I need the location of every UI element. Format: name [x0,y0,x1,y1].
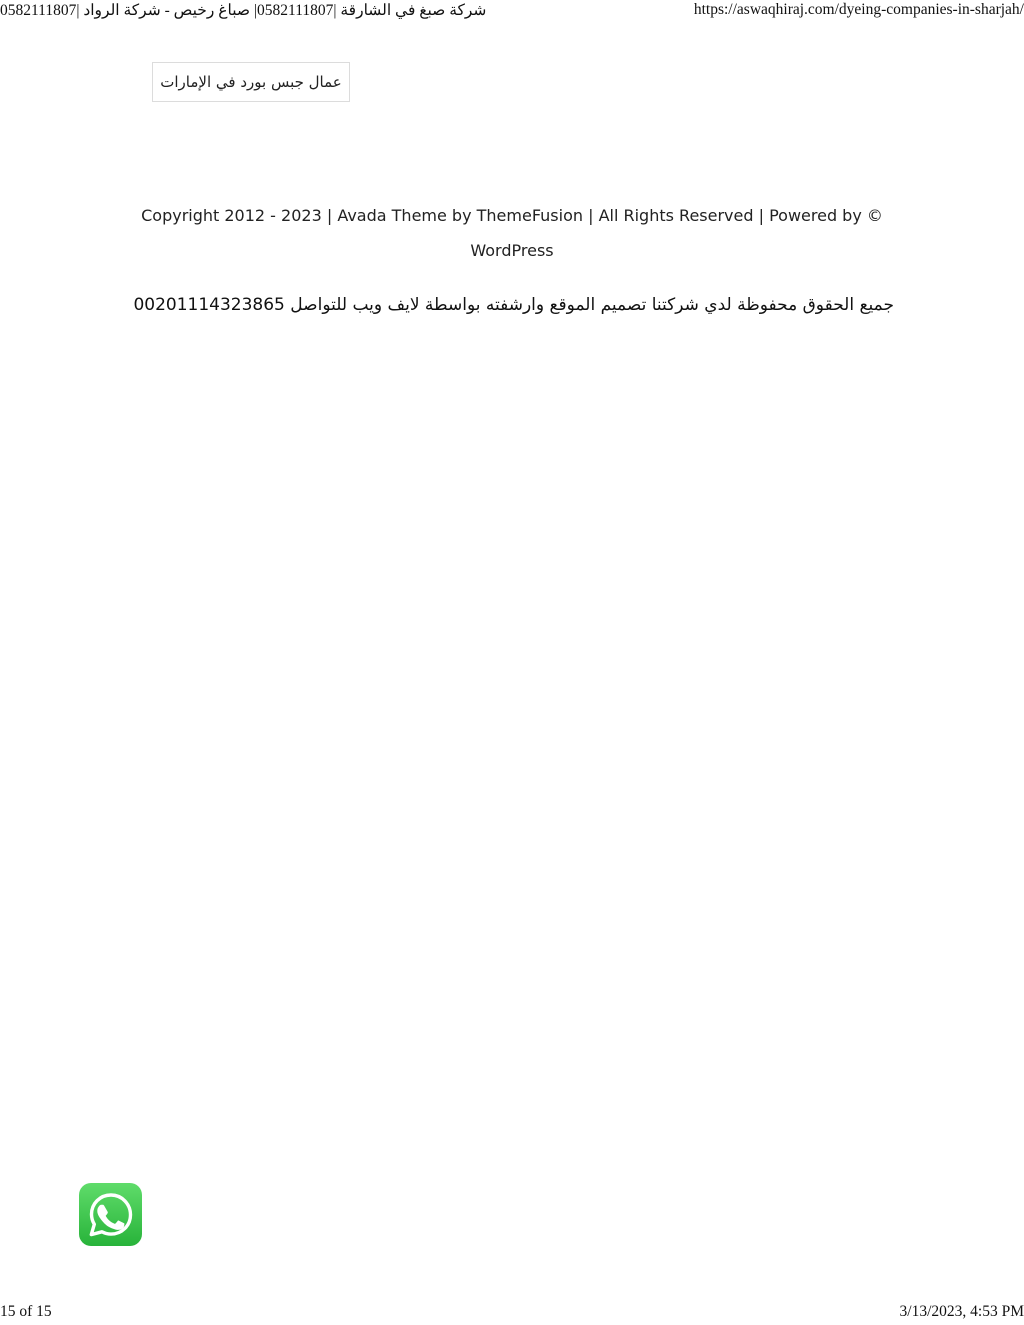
tag-link-gypsum-board[interactable]: عمال جبس بورد في الإمارات [152,62,350,102]
page-count: 15 of 15 [0,1303,52,1320]
arabic-rights-notice: جميع الحقوق محفوظة لدي شركتنا تصميم الموقع وارشفته بواسطة لايف ويب للتواصل 00201114323865 [133,295,894,315]
wordpress-link[interactable]: WordPress [470,241,554,260]
copyright-line: Copyright 2012 - 2023 | Avada Theme by ThemeFusion | All Rights Reserved | Powered by © [141,206,883,225]
copyright-notice [120,198,904,268]
print-header [0,0,1024,22]
print-footer [0,1303,1024,1325]
print-datetime: 3/13/2023, 4:53 PM [899,1303,1024,1320]
whatsapp-icon [87,1191,135,1239]
whatsapp-button[interactable] [79,1183,142,1246]
document-url: https://aswaqhiraj.com/dyeing-companies-in-sharjah/ [693,1,1024,18]
document-title: شركة صبغ في الشارقة |0582111807| صباغ رخيص - شركة الرواد |0582111807 [0,2,487,19]
